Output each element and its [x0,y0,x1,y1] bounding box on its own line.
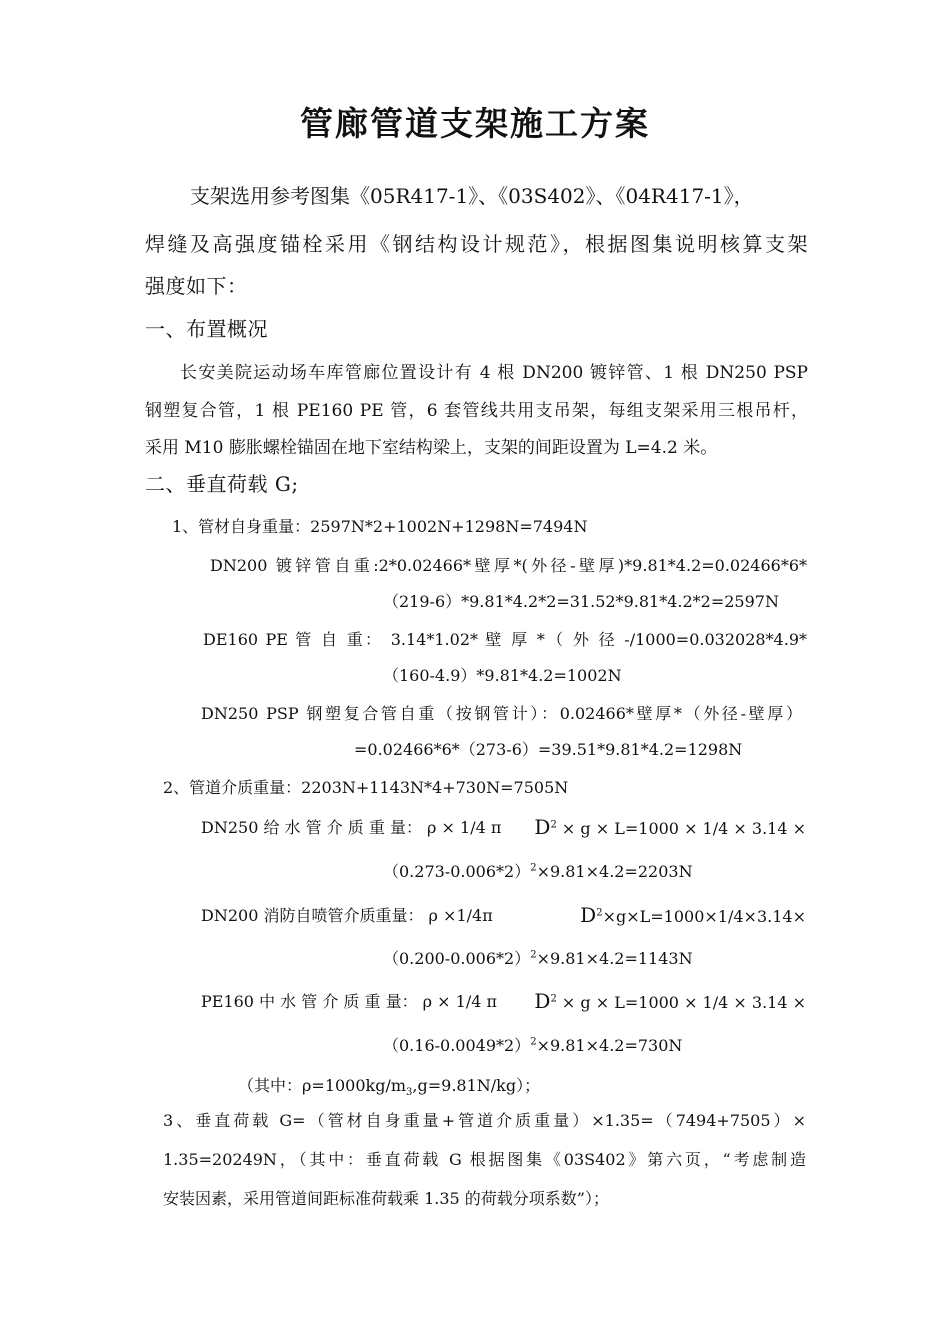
intro-line-3: 强度如下： [145,274,248,298]
document-title: 管廊管道支架施工方案 [300,104,650,143]
dn250-medium-line-1 [201,815,806,839]
pe160-medium-formula-a: PE160 中 水 管 介 质 重 量： ρ × 1/4 π [201,992,498,1011]
dn250-medium-formula-c: × g × L=1000 × 1/4 × 3.14 × [556,819,806,838]
dn200-medium-expr: （0.200-0.006*2） [383,949,531,968]
dn250-medium-formula-b [534,815,806,839]
pe160-medium-formula-b [534,989,806,1013]
square-exponent: 2 [530,949,537,961]
dn200-medium-line-2 [383,946,693,969]
item-2-heading: 2、管道介质重量：2203N+1143N*4+730N=7505N [163,778,569,797]
square-exponent: 2 [530,1036,537,1048]
section-1-line-1: 长安美院运动场车库管廊位置设计有 4 根 DN200 镀锌管、1 根 DN250 PSP [180,363,808,383]
dn250-medium-expr: （0.273-0.006*2） [383,862,531,881]
dn200-weight-line-1: DN200 镀锌管自重:2*0.02466*壁厚*(外径-壁厚)*9.81*4.2=0.02466*6* [210,556,807,575]
dn200-medium-result: ×9.81×4.2=1143N [536,949,693,968]
dn250-medium-result: ×9.81×4.2=2203N [536,862,693,881]
item-1-heading: 1、管材自身重量：2597N*2+1002N+1298N=7494N [172,517,588,536]
parameter-note [238,1073,541,1099]
dn200-medium-formula-a: DN200 消防自喷管介质重量： ρ ×1/4π [201,906,493,925]
square-exponent: 2 [530,862,537,874]
dn250-weight-line-1: DN250 PSP 钢塑复合管自重（按钢管计）：0.02466*壁厚*（外径-壁厚） [201,704,802,723]
intro-line-2: 焊缝及高强度锚栓采用《钢结构设计规范》，根据图集说明核算支架 [145,232,808,256]
diameter-symbol: D [534,989,551,1013]
pe160-medium-result: ×9.81×4.2=730N [536,1036,683,1055]
item-3-line-1: 3、垂直荷载 G=（管材自身重量+管道介质重量）×1.35=（7494+7505）× [163,1111,806,1130]
item-3-line-2: 1.35=20249N，（其中：垂直荷载 G 根据图集《03S402》第六页，“考虑制造 [163,1150,806,1169]
pe160-medium-expr: （0.16-0.0049*2） [383,1036,531,1055]
intro-line-1: 支架选用参考图集《05R417-1》、《03S402》、《04R417-1》， [190,184,754,208]
pe160-medium-formula-c: × g × L=1000 × 1/4 × 3.14 × [556,993,806,1012]
section-2-heading: 二、垂直荷载 G; [145,472,299,496]
parameter-note-a: （其中：ρ=1000kg/m [238,1076,407,1095]
square-exponent: 2 [550,819,557,831]
de160-weight-line-1: DE160 PE 管 自 重： 3.14*1.02* 壁 厚 *（ 外 径 -/1000=0.032028*4.9* [203,630,807,649]
diameter-symbol: D [534,815,551,839]
diameter-symbol: D [580,903,597,927]
section-1-line-2: 钢塑复合管，1 根 PE160 PE 管，6 套管线共用支吊架，每组支架采用三根吊杆， [145,401,808,421]
cube-exponent: 3 [406,1087,413,1099]
section-1-line-3: 采用 M10 膨胀螺栓锚固在地下室结构梁上，支架的间距设置为 L=4.2 米。 [145,438,718,458]
section-1-heading: 一、布置概况 [145,317,268,341]
pe160-medium-line-1 [201,989,806,1013]
dn250-medium-formula-a: DN250 给 水 管 介 质 重 量： ρ × 1/4 π [201,818,502,837]
square-exponent: 2 [550,993,557,1005]
item-3-line-3: 安装因素，采用管道间距标准荷载乘 1.35 的荷载分项系数”）； [163,1189,609,1208]
pe160-medium-line-2 [383,1033,682,1056]
square-exponent: 2 [596,907,603,919]
dn200-medium-line-1 [201,903,806,927]
dn200-medium-formula-c: ×g×L=1000×1/4×3.14× [602,907,806,926]
parameter-note-b: ,g=9.81N/kg）； [412,1076,541,1095]
dn250-medium-line-2 [383,859,693,882]
dn250-weight-line-2: =0.02466*6*（273-6）=39.51*9.81*4.2=1298N [354,740,743,759]
de160-weight-line-2: （160-4.9）*9.81*4.2=1002N [383,666,622,685]
dn200-weight-line-2: （219-6）*9.81*4.2*2=31.52*9.81*4.2*2=2597N [383,592,779,611]
dn200-medium-formula-b [580,903,806,927]
